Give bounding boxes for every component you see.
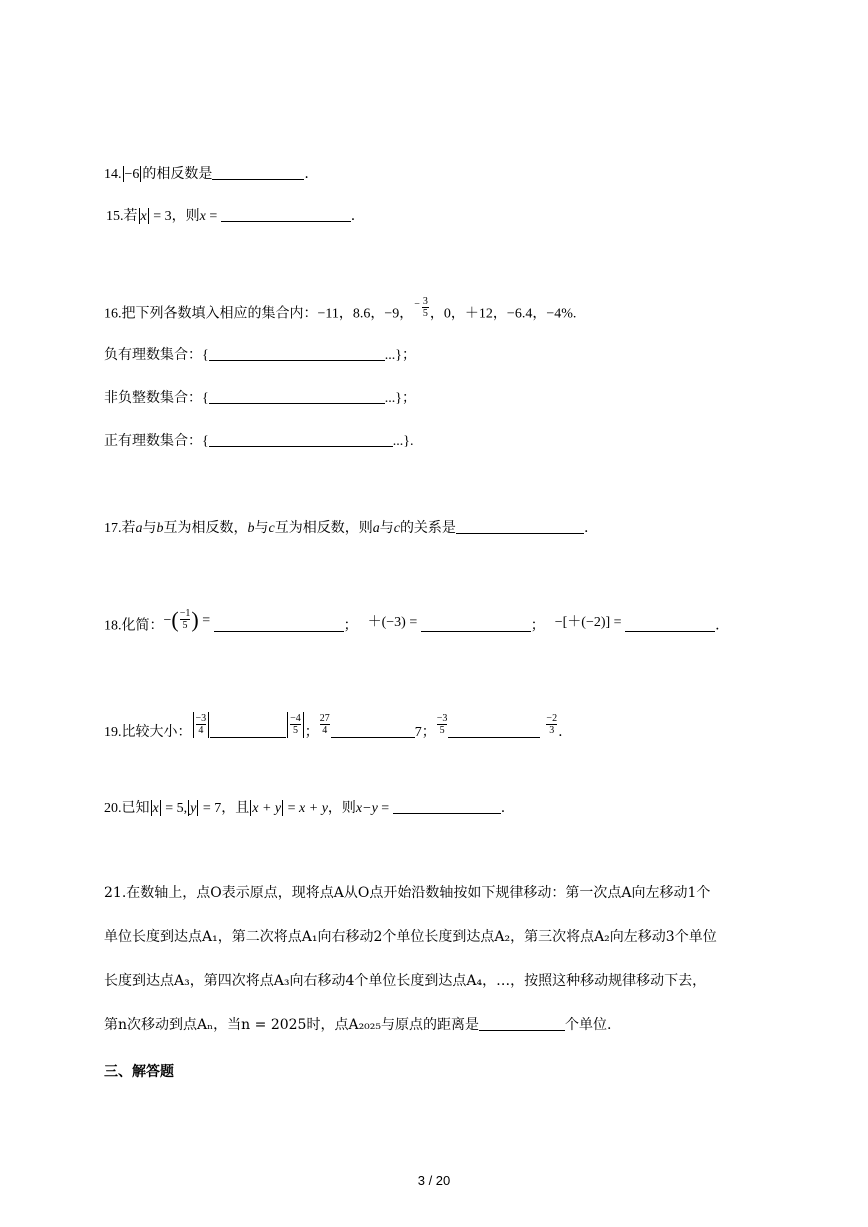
question-text: = 7，且 — [199, 801, 250, 816]
question-text: 的相反数是 — [142, 166, 213, 182]
question-text: 与 — [254, 520, 269, 536]
frac-numerator: 2 — [552, 712, 558, 724]
question-number: 17. — [104, 521, 122, 536]
question-20 — [104, 798, 505, 819]
set-row-nonnegative-integer — [104, 388, 416, 409]
math-var: b — [247, 521, 255, 536]
frac-numerator: 3 — [442, 712, 448, 724]
set-label: 负有理数集合： — [104, 347, 202, 363]
abs-value: −6 — [124, 167, 140, 182]
fraction — [196, 713, 207, 736]
question-text: 互为相反数，则 — [274, 520, 373, 536]
brace-close: ...}； — [384, 348, 416, 363]
frac-numerator: 4 — [295, 712, 301, 724]
period: . — [500, 800, 506, 816]
frac-sign: − — [290, 712, 296, 724]
math-expression: x−y — [355, 801, 378, 816]
question-17 — [104, 518, 588, 539]
question-15 — [106, 206, 355, 227]
answer-blank[interactable] — [209, 389, 385, 404]
number-list: ，0，＋12，−6.4，−4%. — [429, 306, 577, 322]
frac-numerator: 3 — [201, 712, 207, 724]
brace-open: { — [202, 391, 209, 406]
separator: ； — [304, 724, 319, 740]
question-text: 把下列各数填入相应的集合内： — [121, 305, 318, 322]
frac-numerator: 3 — [422, 296, 428, 307]
question-text: 互为相反数， — [163, 520, 248, 536]
set-label: 非负整数集合： — [104, 390, 202, 406]
expression: ＋(−3) = — [367, 614, 421, 630]
set-label: 正有理数集合： — [104, 433, 202, 449]
answer-blank[interactable] — [393, 799, 501, 814]
question-text: 化简： — [121, 617, 164, 634]
brace-close: ...}； — [384, 391, 416, 406]
brace-close: ...}. — [392, 434, 414, 449]
fraction — [422, 296, 429, 319]
question-21-line-3: 长度到达点A₃，第四次将点A₃向右移动4个单位长度到达点A₄，…，按照这种移动规律移动下去， — [104, 973, 707, 989]
equation-part: = 5, — [161, 801, 188, 816]
separator: ； — [421, 724, 436, 740]
answer-blank[interactable] — [421, 617, 531, 632]
question-21-line-1: 21.在数轴上，点O表示原点，现将点A从O点开始沿数轴按如下规律移动：第一次点A向左移动1个 — [104, 885, 711, 901]
math-var: c — [393, 521, 400, 536]
number: 7 — [414, 725, 422, 740]
set-row-positive-rational — [104, 431, 413, 452]
frac-denominator: 4 — [196, 724, 207, 736]
separator: ； — [343, 617, 358, 634]
question-number: 20. — [104, 801, 122, 816]
question-text: 已知 — [121, 800, 150, 816]
period: . — [304, 166, 309, 182]
separator: ； — [530, 617, 545, 634]
math-var: y — [190, 801, 197, 816]
minus-sign: − — [163, 612, 172, 628]
period: . — [583, 520, 589, 536]
equals: = — [198, 612, 214, 628]
frac-sign: − — [179, 608, 186, 619]
answer-blank[interactable] — [331, 723, 415, 738]
frac-numerator: 1 — [185, 608, 191, 619]
brace-open: { — [202, 434, 209, 449]
question-text: 与 — [379, 520, 394, 536]
answer-blank[interactable] — [448, 723, 540, 738]
number-list: −11，8.6，−9， — [317, 306, 414, 322]
fraction — [290, 713, 301, 736]
question-number: 16. — [104, 306, 122, 322]
set-row-negative-rational — [104, 345, 416, 366]
question-text: 第n次移动到点Aₙ，当n = 2025时，点A₂₀₂₅与原点的距离是 — [104, 1017, 480, 1033]
question-text: 个单位. — [565, 1017, 612, 1033]
question-21-line-4 — [104, 1015, 611, 1035]
question-text: 与 — [142, 520, 157, 536]
frac-denominator: 4 — [320, 724, 330, 736]
question-text: 比较大小： — [121, 724, 192, 740]
math-var: a — [135, 521, 143, 536]
answer-blank[interactable] — [456, 519, 584, 534]
paren-open: ( — [171, 606, 179, 632]
question-text: 若 — [121, 520, 136, 536]
frac-sign: − — [414, 299, 420, 310]
question-text: ，则 — [327, 800, 356, 816]
period: . — [558, 724, 563, 740]
frac-denominator: 5 — [422, 308, 428, 319]
question-14 — [104, 164, 309, 185]
question-number: 19. — [104, 725, 122, 740]
answer-blank[interactable] — [214, 617, 344, 632]
equals: = — [205, 209, 221, 224]
answer-blank[interactable] — [209, 432, 393, 447]
answer-blank[interactable] — [625, 617, 715, 632]
fraction — [437, 713, 448, 736]
page-number: 3 / 20 — [417, 1173, 451, 1188]
equals: = — [377, 801, 393, 816]
frac-denominator: 5 — [180, 619, 191, 631]
frac-sign: − — [195, 712, 202, 724]
math-var: c — [268, 521, 275, 536]
math-expression: x + y — [252, 801, 282, 816]
frac-denominator: 3 — [546, 724, 557, 736]
question-18 — [104, 606, 720, 637]
question-21-line-2: 单位长度到达点A₁，第二次将点A₁向右移动2个单位长度到达点A₂，第三次将点A₂向左移动3个单位 — [104, 929, 717, 945]
frac-sign: − — [546, 712, 553, 724]
answer-blank[interactable] — [479, 1016, 565, 1031]
answer-blank[interactable] — [221, 207, 351, 222]
math-var: x — [152, 801, 159, 816]
paren-close: ) — [191, 606, 199, 632]
math-var: x — [140, 209, 147, 224]
answer-blank[interactable] — [210, 723, 286, 738]
question-19 — [104, 712, 563, 744]
math-expression: x + y — [299, 801, 328, 816]
expression: −[＋(−2)] = — [554, 614, 626, 630]
fraction — [180, 608, 191, 631]
question-number: 15. — [106, 209, 124, 224]
frac-sign: − — [436, 712, 443, 724]
period: . — [350, 208, 356, 224]
fraction — [414, 299, 420, 310]
period: . — [715, 617, 720, 634]
question-text: = 3，则 — [149, 209, 200, 224]
question-number: 14. — [104, 167, 122, 182]
question-text: 若 — [123, 208, 138, 224]
question-number: 18. — [104, 618, 122, 634]
frac-numerator: 27 — [319, 712, 330, 724]
question-16 — [104, 296, 577, 325]
frac-denominator: 5 — [290, 724, 301, 736]
math-var: a — [372, 521, 380, 536]
math-var: x — [199, 209, 206, 224]
brace-open: { — [202, 348, 209, 363]
section-heading: 三、解答题 — [104, 1064, 174, 1080]
frac-denominator: 5 — [437, 724, 448, 736]
answer-blank[interactable] — [209, 346, 385, 361]
math-var: b — [156, 521, 164, 536]
answer-blank[interactable] — [212, 165, 304, 180]
fraction — [546, 713, 557, 736]
equals: = — [284, 801, 300, 816]
fraction — [320, 713, 330, 736]
question-text: 的关系是 — [399, 520, 456, 536]
